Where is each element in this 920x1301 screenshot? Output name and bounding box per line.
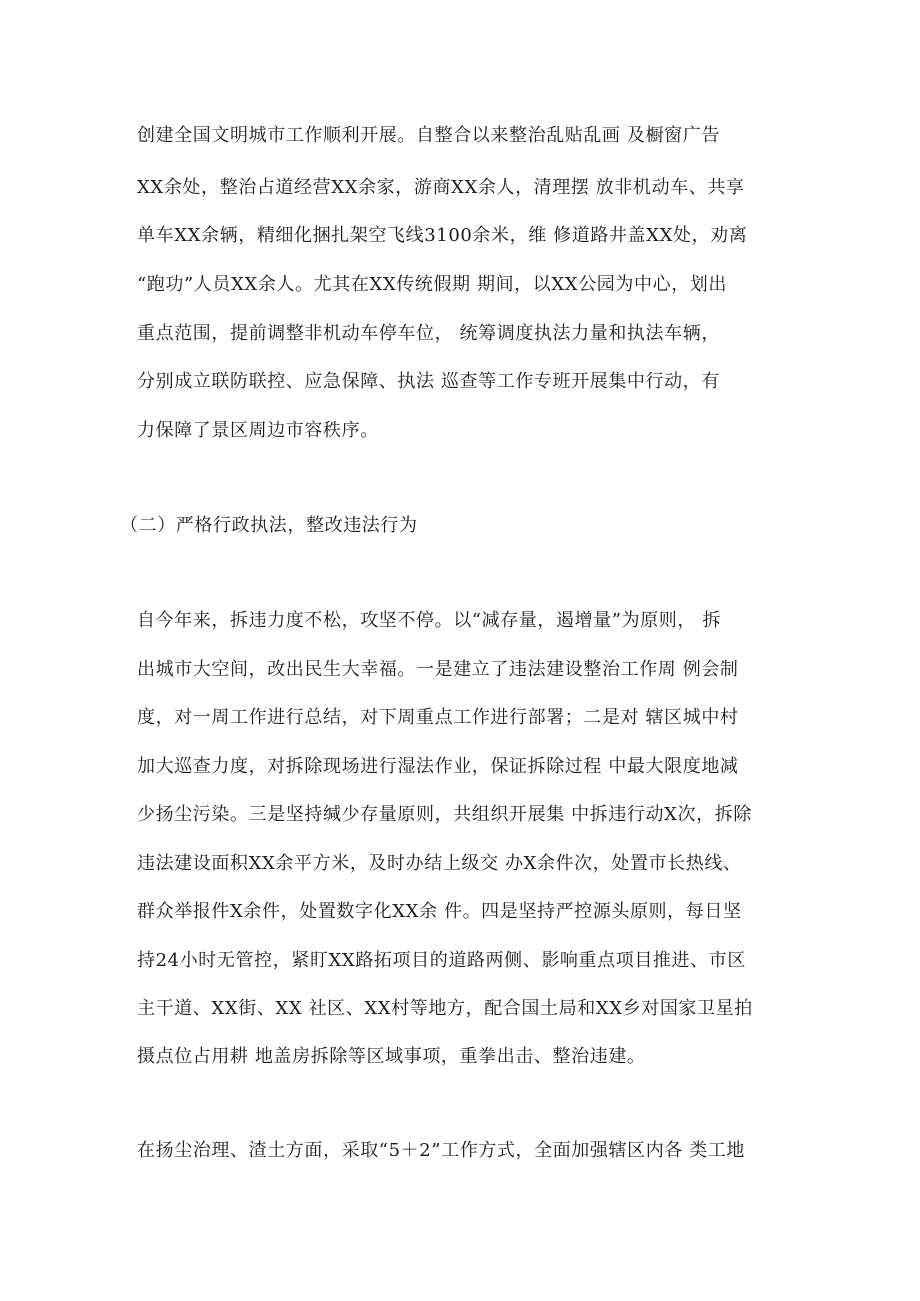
paragraph-2-line-3: 度，对一周工作进行总结，对下周重点工作进行部署；二是对 辖区城中村 — [137, 707, 739, 728]
paragraph-2-line-5: 少扬尘污染。三是坚持缄少存量原则，共组织开展集 中拆违行动X次，拆除 — [137, 804, 752, 825]
paragraph-2-line-10: 摄点位占用耕 地盖房拆除等区域事项，重拳出击、整治违建。 — [137, 1046, 646, 1067]
paragraph-1-line-7: 力保障了景区周边市容秩序。 — [137, 420, 379, 441]
paragraph-3-line-1: 在扬尘治理、渣土方面，采取“5＋2”工作方式，全面加强辖区内各 类工地 — [137, 1140, 746, 1161]
section-heading: （二）严格行政执法，整改违法行为 — [120, 515, 418, 536]
paragraph-2-line-1: 自今年来，拆违力度不松，攻坚不停。以“减存量，遏增量”为原则， 拆 — [137, 610, 721, 631]
paragraph-2-line-8: 持24小时无管控，紧盯XX路拓项目的道路两侧、影响重点项目推进、市区 — [137, 950, 746, 971]
paragraph-1-line-1: 创建全国文明城市工作顺利开展。自整合以来整治乱贴乱画 及橱窗广告 — [137, 125, 720, 146]
paragraph-2-line-6: 违法建设面积XX余平方米，及时办结上级交 办X余件次，处置市长热线、 — [137, 853, 742, 874]
paragraph-2-line-4: 加大巡查力度，对拆除现场进行湿法作业，保证拆除过程 中最大限度地减 — [137, 756, 739, 777]
paragraph-1-line-6: 分别成立联防联控、应急保障、执法 巡查等工作专班开展集中行动，有 — [137, 371, 720, 392]
paragraph-2-line-9: 主干道、XX街、XX 社区、XX村等地方，配合国土局和XX乡对国家卫星拍 — [137, 998, 753, 1019]
paragraph-1-line-4: “跑功”人员XX余人。尤其在XX传统假期 期间，以XX公园为中心，划出 — [137, 274, 728, 295]
paragraph-1-line-3: 单车XX余辆，精细化捆扎架空飞线3100余米，维 修道路井盖XX处，劝离 — [137, 225, 748, 246]
paragraph-2-line-7: 群众举报件X余件，处置数字化XX余 件。四是坚持严控源头原则，每日坚 — [137, 901, 742, 922]
paragraph-2-line-2: 出城市大空间，改出民生大幸福。一是建立了违法建设整治工作周 例会制 — [137, 659, 739, 680]
paragraph-1-line-2: XX余处，整治占道经营XX余家，游商XX余人，清理摆 放非机动车、共享 — [137, 177, 745, 198]
paragraph-1-line-5: 重点范围，提前调整非机动车停车位， 统筹调度执法力量和执法车辆， — [137, 323, 720, 344]
